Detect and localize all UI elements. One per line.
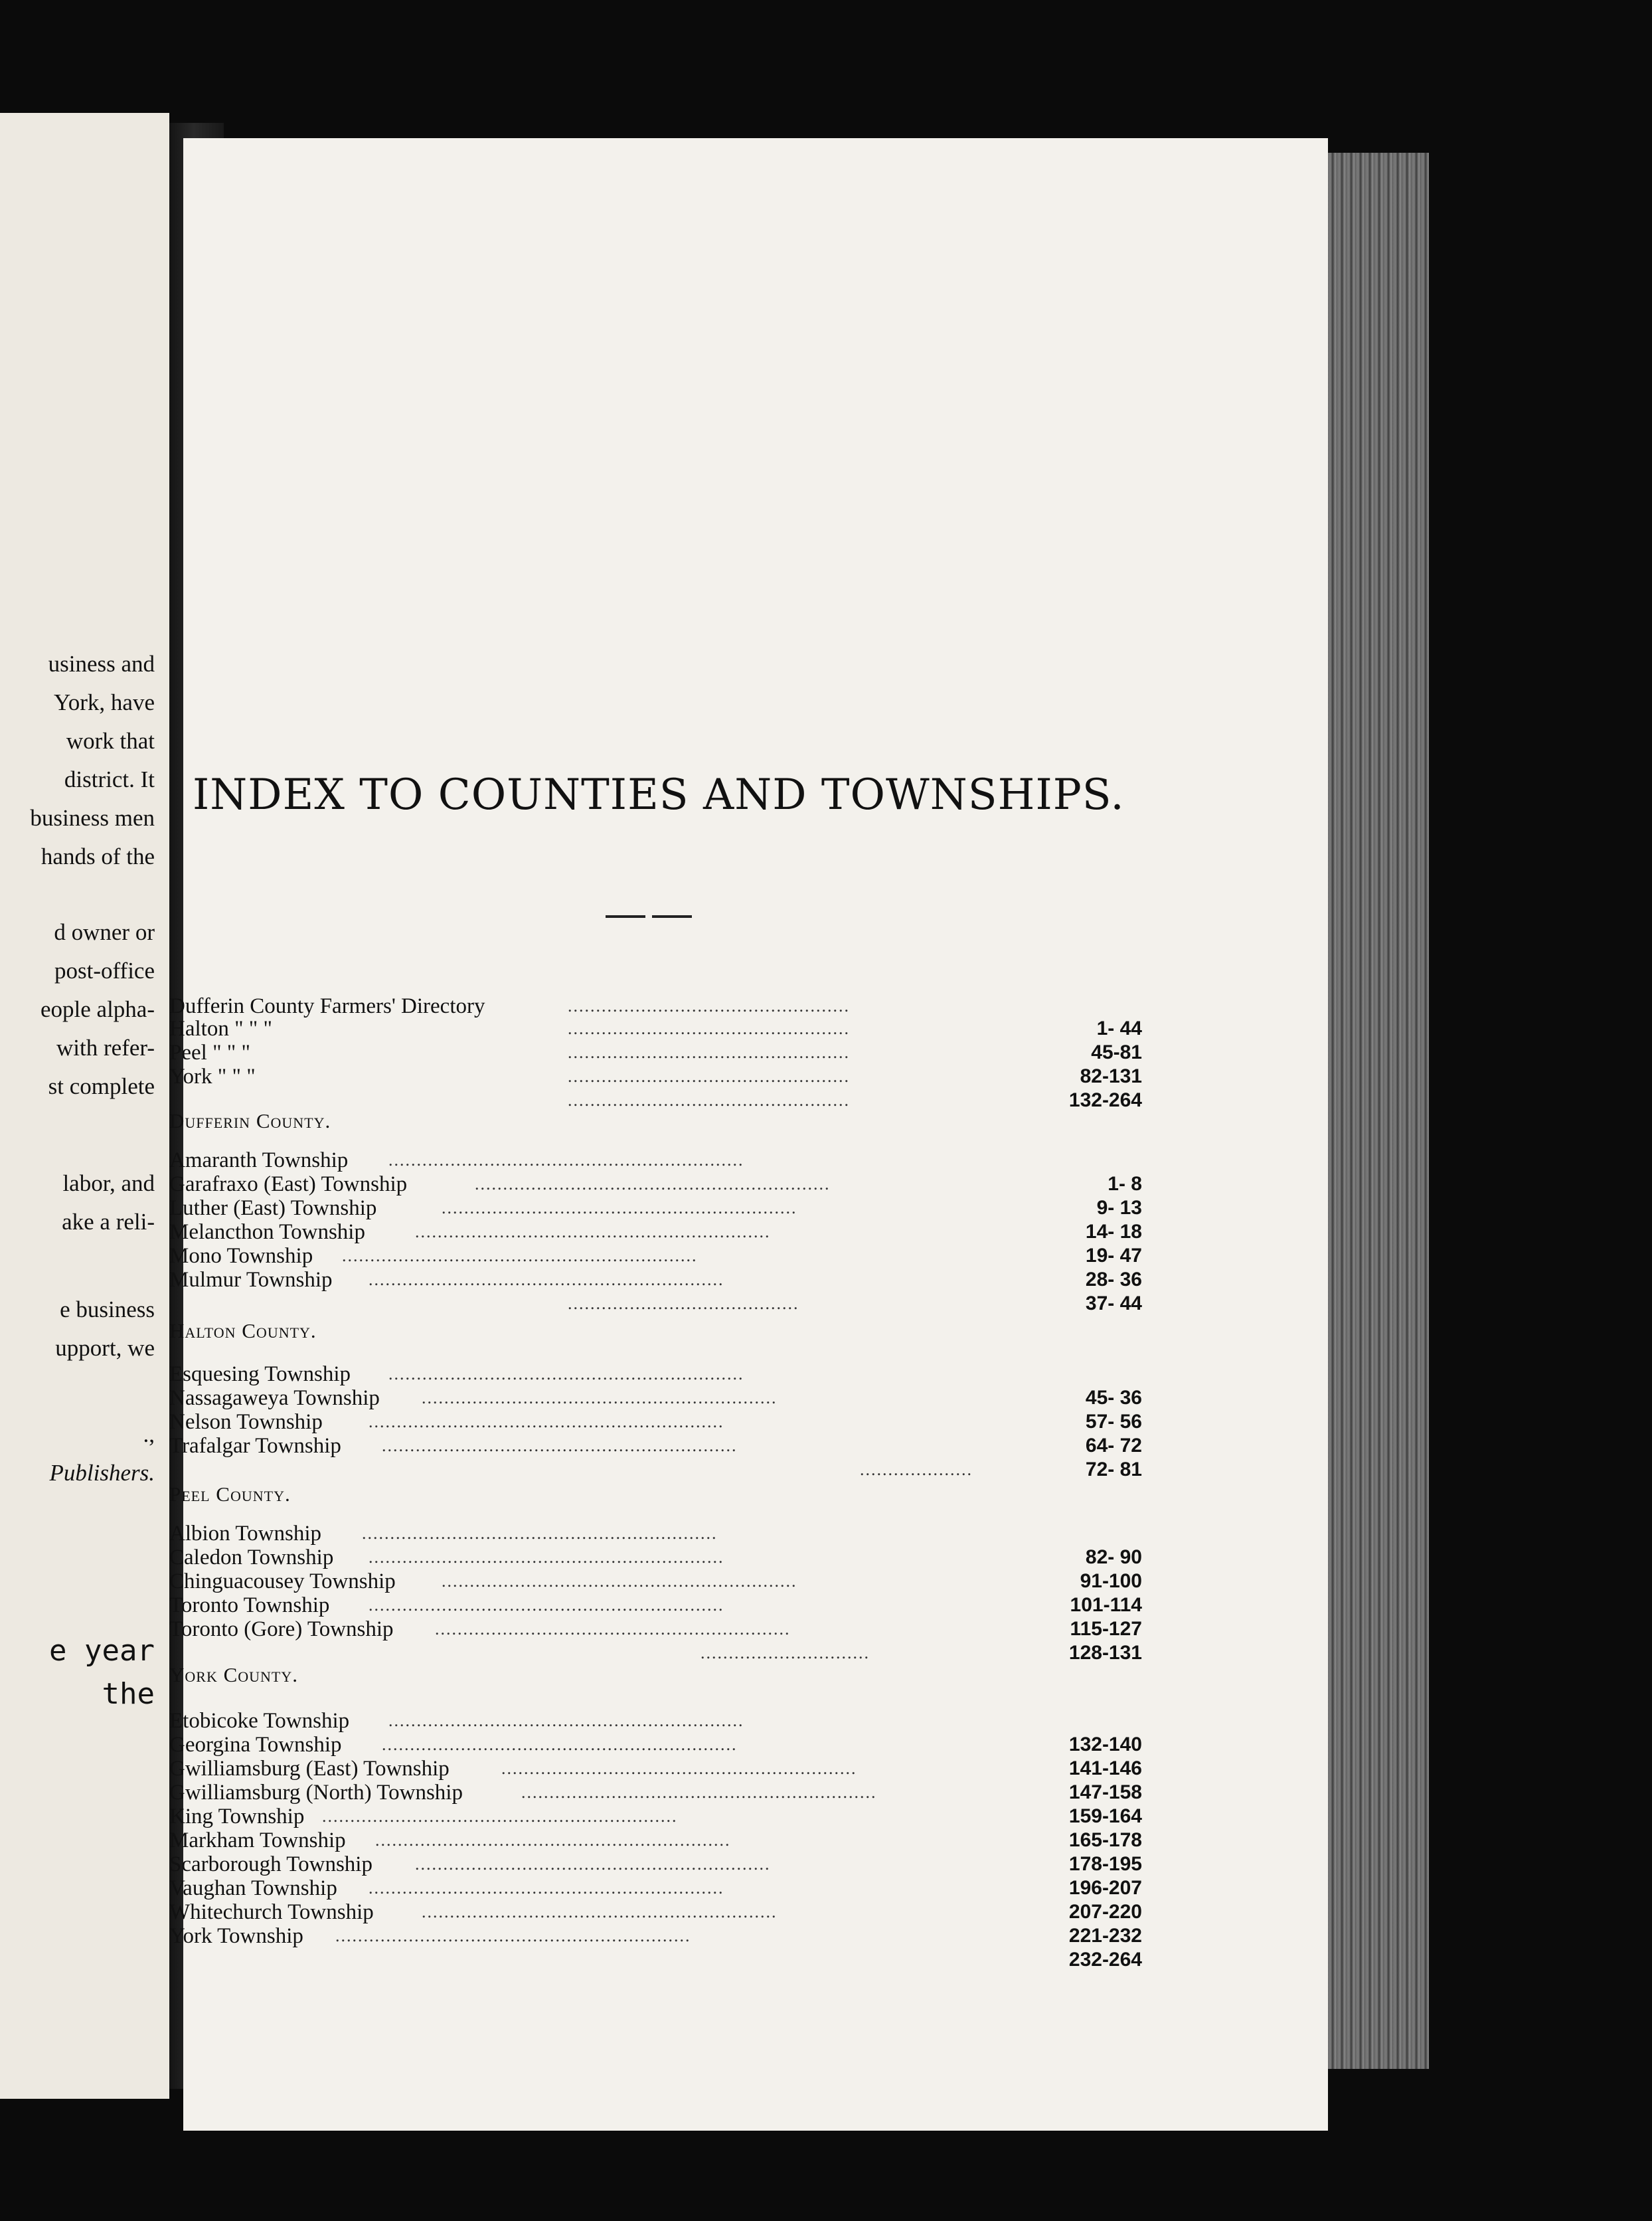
row-pages: 45-81 — [1091, 1041, 1142, 1063]
dot-leader: ............................................................... — [388, 1150, 744, 1170]
dot-leader: .................................................. — [568, 1043, 850, 1062]
left-page-line: hands of the — [41, 844, 155, 869]
township-row — [169, 1219, 1142, 1245]
row-name: Toronto Township — [169, 1593, 330, 1617]
township-row — [169, 1876, 1142, 1901]
dot-leader: ......................................... — [568, 1294, 799, 1313]
township-row — [169, 1267, 1142, 1292]
page-edges — [1328, 153, 1429, 2069]
township-row — [169, 1617, 1142, 1642]
left-page-line: Publishers. — [49, 1460, 155, 1486]
township-row — [169, 1804, 1142, 1829]
row-name: Etobicoke Township — [169, 1709, 350, 1733]
dot-leader: ............................................................... — [335, 1926, 691, 1945]
dot-leader: ............................................................... — [362, 1524, 718, 1543]
row-pages: 14- 18 — [1085, 1221, 1142, 1243]
left-page-line: post-office — [54, 958, 155, 984]
dot-leader: ............................................................... — [415, 1222, 771, 1241]
dot-leader: .................................................. — [568, 1019, 850, 1038]
left-page — [0, 113, 169, 2099]
row-pages: 19- 47 — [1085, 1245, 1142, 1267]
dot-leader: ............................................................... — [369, 1878, 724, 1898]
left-page-line: e year — [49, 1634, 155, 1668]
township-row — [169, 1708, 1142, 1733]
township-row — [169, 1828, 1142, 1853]
dot-leader: ............................................................... — [422, 1902, 778, 1921]
row-name: Garafraxo (East) Township — [169, 1172, 408, 1196]
township-row — [169, 1433, 1142, 1459]
row-pages: 28- 36 — [1085, 1269, 1142, 1290]
row-pages: 147-158 — [1068, 1781, 1142, 1803]
township-row — [169, 1756, 1142, 1781]
row-name: Whitechurch Township — [169, 1900, 374, 1924]
township-row — [169, 1521, 1142, 1546]
row-name: Nelson Township — [169, 1410, 323, 1434]
directory-row — [169, 1016, 1142, 1041]
dot-leader: ............................................................... — [442, 1198, 797, 1217]
township-row — [169, 1196, 1142, 1221]
township-row — [169, 1385, 1142, 1411]
township-row — [169, 1172, 1142, 1197]
township-row — [169, 1569, 1142, 1594]
township-row — [169, 1457, 1142, 1482]
left-page-line: ake a reli- — [62, 1209, 155, 1235]
section-heading: York County. — [169, 1663, 299, 1686]
dot-leader: .................................................. — [568, 1091, 850, 1110]
dot-leader: ............................................................... — [375, 1830, 731, 1850]
row-name: Peel " " " — [169, 1041, 250, 1065]
row-name: York Township — [169, 1924, 303, 1948]
row-name: Toronto (Gore) Township — [169, 1617, 394, 1641]
dot-leader: ............................................................... — [501, 1759, 857, 1778]
title-rule — [606, 915, 645, 918]
row-name: Dufferin County Farmers' Directory — [169, 994, 485, 1018]
township-row — [169, 1593, 1142, 1618]
township-row — [169, 1545, 1142, 1570]
dot-leader: ............................................................... — [415, 1854, 771, 1874]
title-rule — [652, 915, 692, 918]
dot-leader: ............................................................... — [369, 1595, 724, 1615]
row-name: Gwilliamsburg (North) Township — [169, 1781, 463, 1805]
row-name: Georgina Township — [169, 1733, 342, 1757]
row-pages: 91-100 — [1080, 1570, 1142, 1592]
directory-row — [169, 994, 1142, 1019]
dot-leader: ............................................................... — [322, 1807, 678, 1826]
row-name: Scarborough Township — [169, 1852, 372, 1876]
row-name: Melancthon Township — [169, 1220, 365, 1244]
row-pages: 37- 44 — [1085, 1292, 1142, 1314]
row-pages: 72- 81 — [1085, 1459, 1142, 1480]
row-name: Markham Township — [169, 1828, 346, 1852]
row-pages: 57- 56 — [1085, 1411, 1142, 1433]
row-name: Amaranth Township — [169, 1148, 349, 1172]
left-page-line: ., — [143, 1421, 155, 1447]
row-pages: 132-140 — [1068, 1733, 1142, 1755]
dot-leader: ............................................................... — [369, 1412, 724, 1431]
row-name: King Township — [169, 1805, 305, 1828]
row-pages: 115-127 — [1070, 1618, 1142, 1640]
row-pages: 132-264 — [1068, 1089, 1142, 1111]
row-pages: 82- 90 — [1085, 1546, 1142, 1568]
row-pages: 141-146 — [1068, 1757, 1142, 1779]
row-pages: 207-220 — [1068, 1901, 1142, 1923]
directory-row — [169, 1040, 1142, 1065]
dot-leader: ............................................................... — [382, 1436, 738, 1455]
section-heading: Halton County. — [169, 1319, 317, 1342]
township-row — [169, 1852, 1142, 1877]
township-row — [169, 1641, 1142, 1666]
row-pages: 64- 72 — [1085, 1435, 1142, 1457]
row-pages: 1- 8 — [1108, 1173, 1142, 1195]
row-name: Albion Township — [169, 1522, 322, 1546]
left-page-line: upport, we — [55, 1335, 155, 1361]
row-name: Mulmur Township — [169, 1268, 333, 1292]
dot-leader: ............................................................... — [342, 1246, 698, 1265]
row-name: Halton " " " — [169, 1017, 272, 1041]
row-pages: 128-131 — [1068, 1642, 1142, 1664]
left-page-line: d owner or — [54, 919, 155, 945]
township-row — [169, 1900, 1142, 1925]
row-pages: 1- 44 — [1096, 1018, 1142, 1039]
row-pages: 178-195 — [1068, 1853, 1142, 1875]
township-row — [169, 1148, 1142, 1173]
row-pages: 9- 13 — [1096, 1197, 1142, 1219]
left-page-line: usiness and — [48, 651, 155, 677]
row-pages: 101-114 — [1070, 1594, 1142, 1616]
row-pages: 165-178 — [1068, 1829, 1142, 1851]
township-row — [169, 1780, 1142, 1805]
row-name: Nassagaweya Township — [169, 1386, 380, 1410]
dot-leader: ............................................................... — [369, 1270, 724, 1289]
section-heading: Peel County. — [169, 1482, 291, 1506]
dot-leader: ............................................................... — [521, 1783, 877, 1802]
left-page-line: York, have — [54, 689, 155, 715]
township-row — [169, 1732, 1142, 1757]
dot-leader: .................... — [860, 1460, 973, 1479]
left-page-line: e business — [60, 1296, 155, 1322]
row-name: York " " " — [169, 1065, 256, 1089]
row-pages: 232-264 — [1068, 1949, 1142, 1971]
dot-leader: ............................................................... — [388, 1364, 744, 1383]
section-heading: Dufferin County. — [169, 1109, 331, 1132]
township-row — [169, 1947, 1142, 1973]
left-page-line: st complete — [48, 1073, 155, 1099]
dot-leader: .................................................. — [568, 1067, 850, 1086]
left-page-line: business men — [30, 805, 155, 831]
row-pages: 159-164 — [1068, 1805, 1142, 1827]
dot-leader: .............................. — [701, 1643, 870, 1662]
township-row — [169, 1243, 1142, 1269]
left-page-line: district. It — [64, 766, 155, 792]
row-name: Caledon Township — [169, 1546, 334, 1569]
dot-leader: ............................................................... — [382, 1735, 738, 1754]
dot-leader: .................................................. — [568, 996, 850, 1016]
township-row — [169, 1923, 1142, 1949]
row-name: Gwilliamsburg (East) Township — [169, 1757, 450, 1781]
dot-leader: ............................................................... — [435, 1619, 791, 1639]
township-row — [169, 1362, 1142, 1387]
row-name: Chinguacousey Township — [169, 1569, 396, 1593]
row-name: Esquesing Township — [169, 1362, 351, 1386]
left-page-line: with refer- — [56, 1035, 155, 1061]
row-pages: 196-207 — [1068, 1877, 1142, 1899]
dot-leader: ............................................................... — [422, 1388, 778, 1407]
left-page-line: eople alpha- — [41, 996, 155, 1022]
page-title: INDEX TO COUNTIES AND TOWNSHIPS. — [193, 770, 1125, 820]
row-pages: 221-232 — [1068, 1925, 1142, 1947]
row-name: Luther (East) Township — [169, 1196, 377, 1220]
row-pages: 45- 36 — [1085, 1387, 1142, 1409]
row-pages: 82-131 — [1080, 1065, 1142, 1087]
dot-leader: ............................................................... — [442, 1571, 797, 1591]
row-name: Mono Township — [169, 1244, 313, 1268]
township-row — [169, 1409, 1142, 1435]
township-row — [169, 1291, 1142, 1316]
left-page-line: labor, and — [62, 1170, 155, 1196]
dot-leader: ............................................................... — [475, 1174, 831, 1194]
left-page-line: work that — [66, 728, 155, 754]
dot-leader: ............................................................... — [369, 1548, 724, 1567]
left-page-line: the — [102, 1677, 155, 1711]
row-name: Vaughan Township — [169, 1876, 337, 1900]
dot-leader: ............................................................... — [388, 1711, 744, 1730]
directory-row — [169, 1064, 1142, 1089]
row-name: Trafalgar Township — [169, 1434, 341, 1458]
